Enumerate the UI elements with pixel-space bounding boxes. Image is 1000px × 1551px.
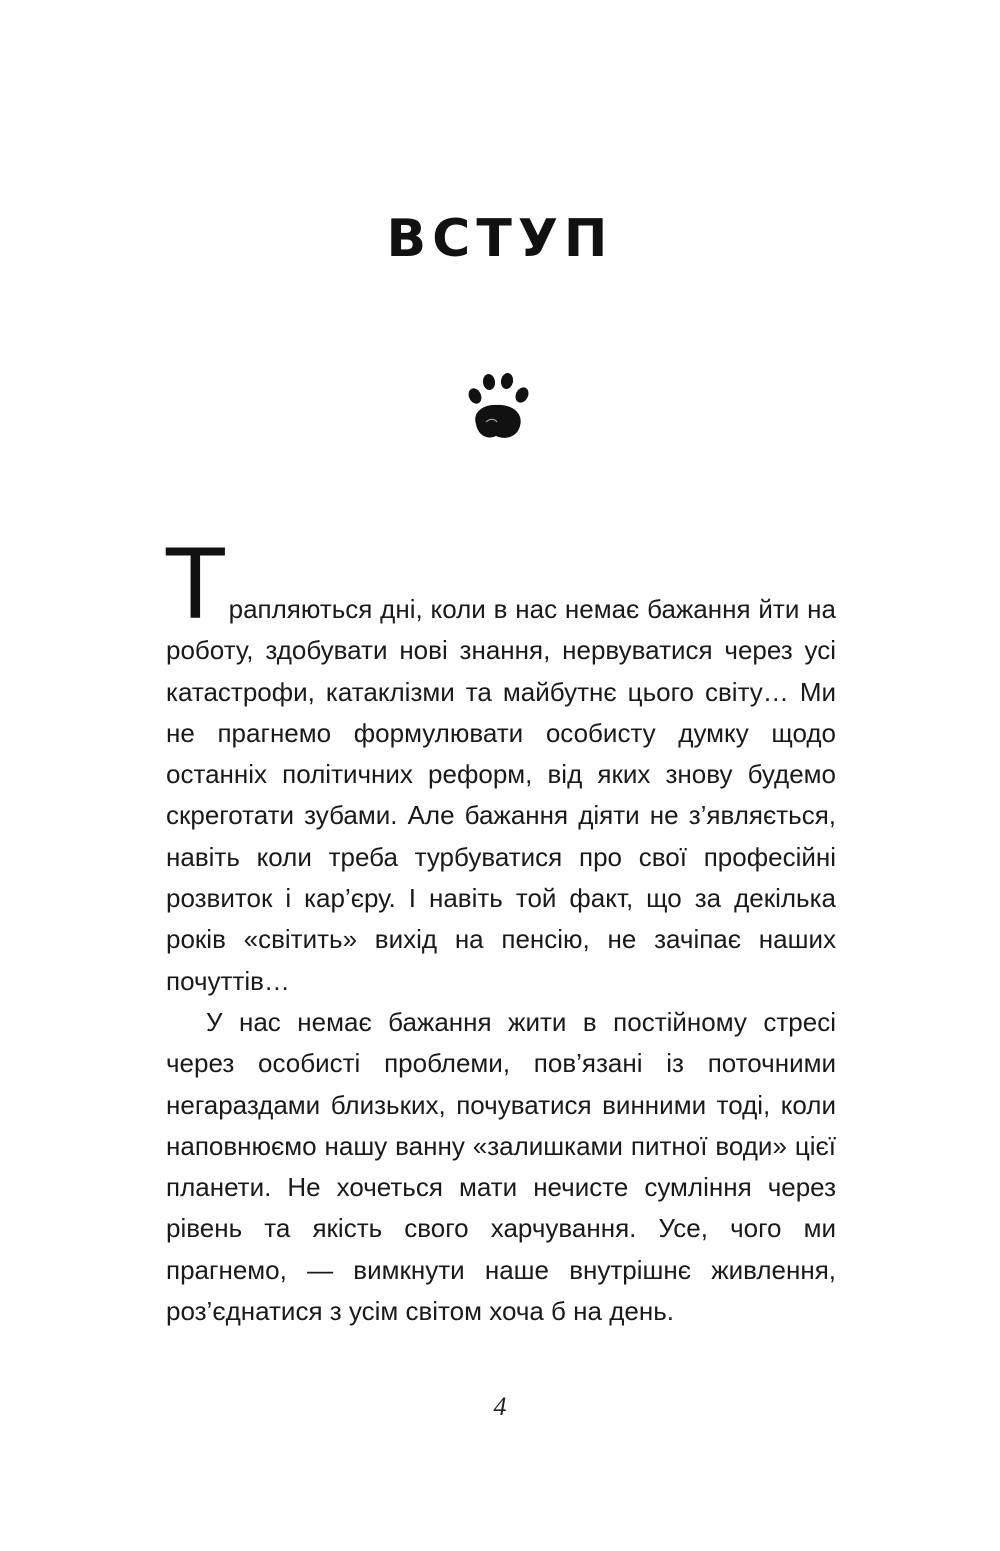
body-text [166, 529, 836, 1332]
chapter-title: ВСТУП [386, 208, 614, 269]
drop-cap: Т [166, 529, 225, 641]
paragraph-1-text: рапляються дні, коли в нас немає бажання йти на роботу, здобувати нові знання, нервуватися через усі катастрофи, катаклізми та майбутнє цього світу… Ми не прагнемо формулювати особисту думку щодо останніх політичних реформ, від яких знову будемо скреготати зубами. Але бажання діяти не з’являється, навіть коли треба турбуватися про свої професійні розвиток і кар’єру. І навіть той факт, що за декілька років «світить» вихід на пенсію, не зачіпає наших почуттів… [166, 594, 836, 996]
paw-print-icon [462, 372, 538, 444]
paragraph-1 [166, 529, 836, 1002]
page-number: 4 [493, 1392, 507, 1421]
paragraph-2: У нас немає бажання жити в постійному стресі через особисті проблеми, пов’язані із поточними негараздами близьких, почуватися винними тоді, коли наповнюємо нашу ванну «залишками питної води» цієї планети. Не хочеться мати нечисте сумління через рівень та якість свого харчування. Усе, чого ми прагнемо, — вимкнути наше внутрішнє живлення, роз’єднатися з усім світом хоча б на день. [166, 1006, 836, 1327]
